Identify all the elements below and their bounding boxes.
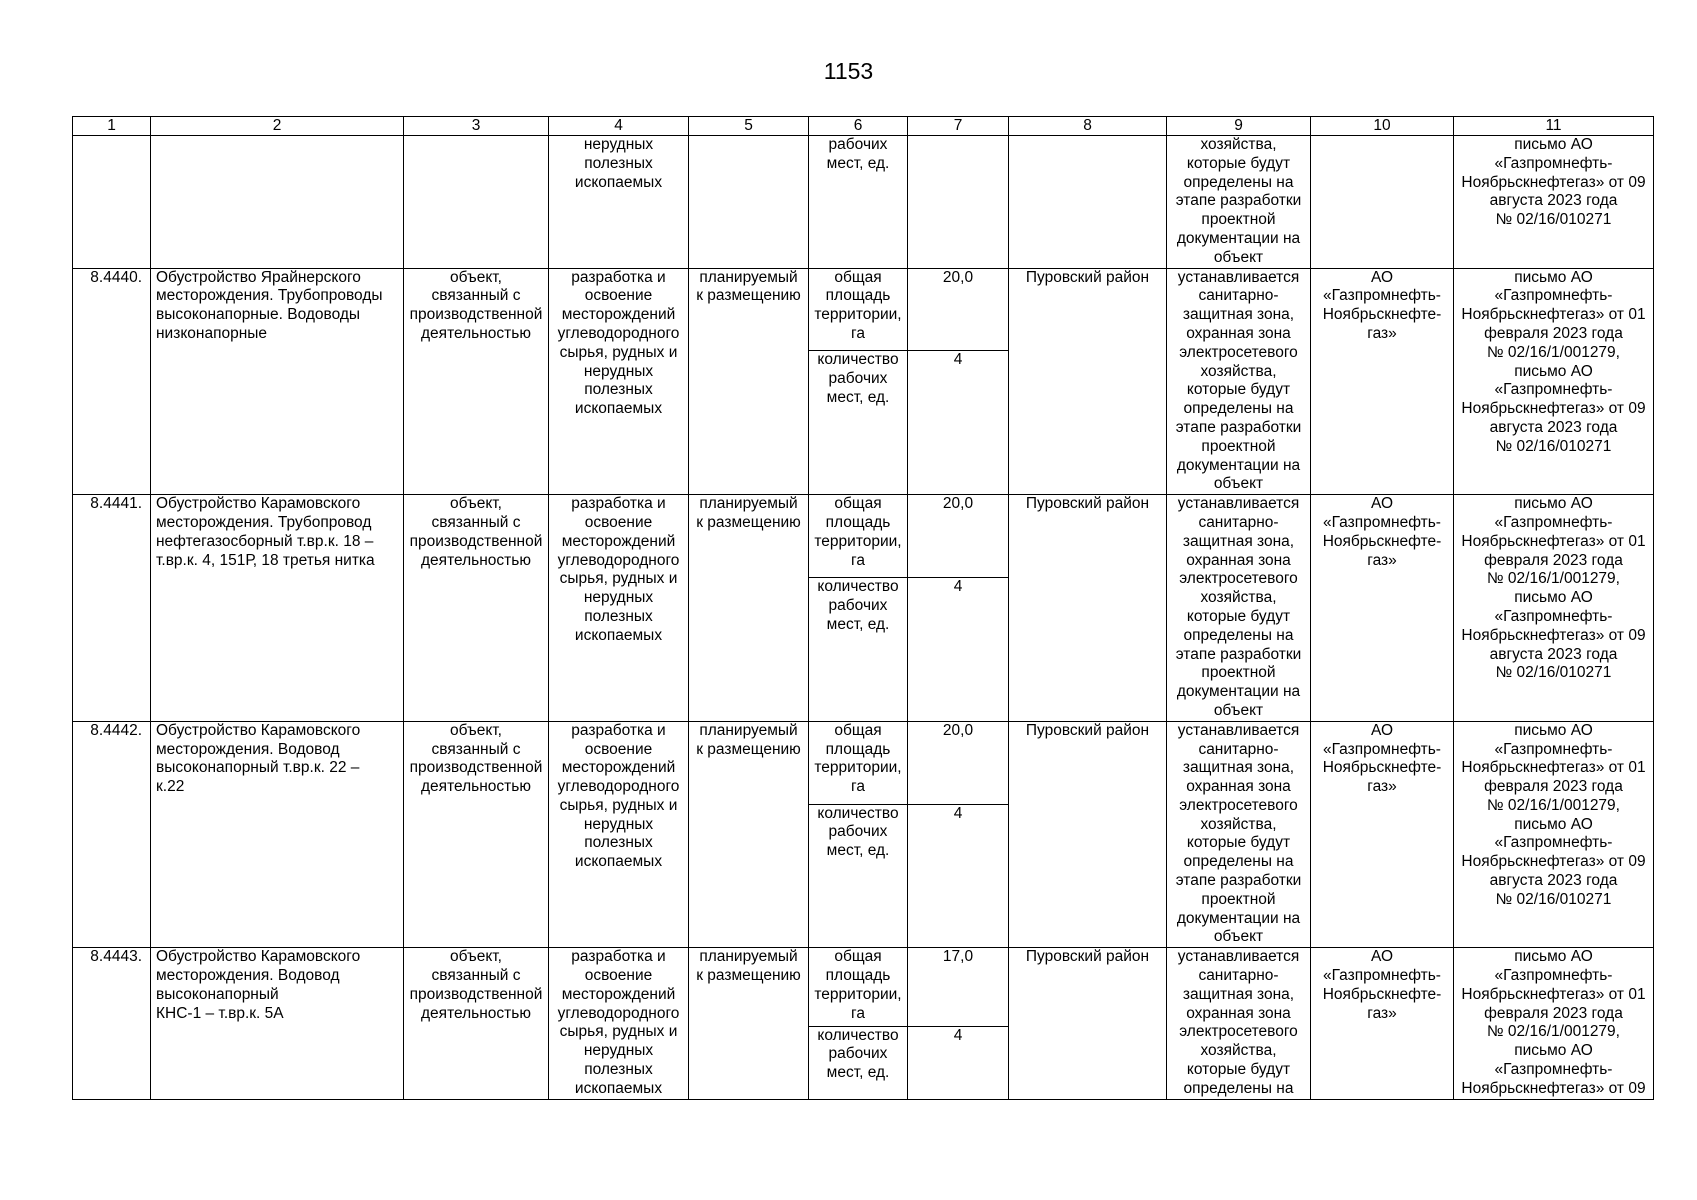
table-cell: [1009, 136, 1167, 269]
organization: АО «Газпромнефть- Ноябрьскнефте- газ»: [1311, 268, 1454, 495]
table-cell: [404, 136, 549, 269]
parameter-jobs: количество рабочих мест, ед.: [809, 351, 908, 495]
parameter-area: общая площадь территории, га: [809, 948, 908, 1026]
row-number: 8.4443.: [73, 948, 151, 1099]
value-jobs: 4: [908, 804, 1009, 948]
table-cell: [151, 136, 404, 269]
basis: письмо АО «Газпромнефть- Ноябрьскнефтегаз» от 01 февраля 2023 года № 02/16/1/001279, письмо АО «Газпромнефть- Ноябрьскнефтегаз» от 09 августа 2023 года № 02/16/010271: [1454, 268, 1654, 495]
value-jobs: 4: [908, 578, 1009, 722]
column-header: 4: [549, 117, 689, 136]
column-header: 7: [908, 117, 1009, 136]
parameter-jobs: количество рабочих мест, ед.: [809, 1026, 908, 1099]
object-purpose: разработка и освоение месторождений углеводородного сырья, рудных и нерудных полезных ископаемых: [549, 268, 689, 495]
zones: устанавливается санитарно- защитная зона, охранная зона электросетевого хозяйства, которые будут определены на этапе разработки проектной документации на объект: [1167, 268, 1311, 495]
object-status: планируемый к размещению: [689, 948, 809, 1099]
column-header: 1: [73, 117, 151, 136]
object-purpose: разработка и освоение месторождений углеводородного сырья, рудных и нерудных полезных ископаемых: [549, 495, 689, 722]
object-name: Обустройство Карамовского месторождения. Водовод высоконапорный КНС-1 – т.вр.к. 5А: [151, 948, 404, 1099]
column-header: 2: [151, 117, 404, 136]
value-jobs: 4: [908, 1026, 1009, 1099]
column-header: 8: [1009, 117, 1167, 136]
object-purpose: разработка и освоение месторождений углеводородного сырья, рудных и нерудных полезных ископаемых: [549, 948, 689, 1099]
purpose-cell: нерудных полезных ископаемых: [549, 136, 689, 269]
table-cell: [73, 136, 151, 269]
object-type: объект, связанный с производственной деятельностью: [404, 948, 549, 1099]
object-name: Обустройство Карамовского месторождения. Водовод высоконапорный т.вр.к. 22 – к.22: [151, 721, 404, 948]
object-name: Обустройство Ярайнерского месторождения. Трубопроводы высоконапорные. Водоводы низконапорные: [151, 268, 404, 495]
parameter-jobs: количество рабочих мест, ед.: [809, 804, 908, 948]
carryover-row: [73, 136, 1654, 269]
row-number: 8.4441.: [73, 495, 151, 722]
organization: АО «Газпромнефть- Ноябрьскнефте- газ»: [1311, 721, 1454, 948]
zones-cell: хозяйства, которые будут определены на этапе разработки проектной документации на объект: [1167, 136, 1311, 269]
basis: письмо АО «Газпромнефть- Ноябрьскнефтегаз» от 01 февраля 2023 года № 02/16/1/001279, письмо АО «Газпромнефть- Ноябрьскнефтегаз» от 09: [1454, 948, 1654, 1099]
value-area: 20,0: [908, 721, 1009, 804]
basis: письмо АО «Газпромнефть- Ноябрьскнефтегаз» от 01 февраля 2023 года № 02/16/1/001279, письмо АО «Газпромнефть- Ноябрьскнефтегаз» от 09 августа 2023 года № 02/16/010271: [1454, 721, 1654, 948]
row-number: 8.4440.: [73, 268, 151, 495]
page-number: 1153: [823, 58, 874, 84]
zones: устанавливается санитарно- защитная зона, охранная зона электросетевого хозяйства, которые будут определены на этапе разработки проектной документации на объект: [1167, 721, 1311, 948]
location: Пуровский район: [1009, 721, 1167, 948]
parameter-area: общая площадь территории, га: [809, 268, 908, 351]
object-name: Обустройство Карамовского месторождения. Трубопровод нефтегазосборный т.вр.к. 18 – т.вр.к. 4, 151Р, 18 третья нитка: [151, 495, 404, 722]
organization: АО «Газпромнефть- Ноябрьскнефте- газ»: [1311, 495, 1454, 722]
object-type: объект, связанный с производственной деятельностью: [404, 495, 549, 722]
parameter-area: общая площадь территории, га: [809, 495, 908, 578]
table-cell: [1311, 136, 1454, 269]
table-row: [73, 721, 1654, 804]
location: Пуровский район: [1009, 268, 1167, 495]
column-header: 6: [809, 117, 908, 136]
parameter-jobs: количество рабочих мест, ед.: [809, 578, 908, 722]
object-type: объект, связанный с производственной деятельностью: [404, 268, 549, 495]
table-row: [73, 948, 1654, 1026]
table-cell: [689, 136, 809, 269]
location: Пуровский район: [1009, 948, 1167, 1099]
object-status: планируемый к размещению: [689, 495, 809, 722]
column-number-row: [73, 117, 1654, 136]
zones: устанавливается санитарно- защитная зона, охранная зона электросетевого хозяйства, которые будут определены на: [1167, 948, 1311, 1099]
basis-cell: письмо АО «Газпромнефть- Ноябрьскнефтегаз» от 09 августа 2023 года № 02/16/010271: [1454, 136, 1654, 269]
object-type: объект, связанный с производственной деятельностью: [404, 721, 549, 948]
objects-table: [72, 116, 1654, 1100]
zones: устанавливается санитарно- защитная зона, охранная зона электросетевого хозяйства, которые будут определены на этапе разработки проектной документации на объект: [1167, 495, 1311, 722]
parameter-cell: рабочих мест, ед.: [809, 136, 908, 269]
table-row: [73, 268, 1654, 351]
row-number: 8.4442.: [73, 721, 151, 948]
value-area: 20,0: [908, 495, 1009, 578]
value-area: 17,0: [908, 948, 1009, 1026]
column-header: 5: [689, 117, 809, 136]
column-header: 11: [1454, 117, 1654, 136]
object-purpose: разработка и освоение месторождений углеводородного сырья, рудных и нерудных полезных ископаемых: [549, 721, 689, 948]
column-header: 3: [404, 117, 549, 136]
object-status: планируемый к размещению: [689, 268, 809, 495]
table-row: [73, 495, 1654, 578]
table-cell: [908, 136, 1009, 269]
object-status: планируемый к размещению: [689, 721, 809, 948]
basis: письмо АО «Газпромнефть- Ноябрьскнефтегаз» от 01 февраля 2023 года № 02/16/1/001279, письмо АО «Газпромнефть- Ноябрьскнефтегаз» от 09 августа 2023 года № 02/16/010271: [1454, 495, 1654, 722]
organization: АО «Газпромнефть- Ноябрьскнефте- газ»: [1311, 948, 1454, 1099]
column-header: 9: [1167, 117, 1311, 136]
parameter-area: общая площадь территории, га: [809, 721, 908, 804]
column-header: 10: [1311, 117, 1454, 136]
value-jobs: 4: [908, 351, 1009, 495]
location: Пуровский район: [1009, 495, 1167, 722]
value-area: 20,0: [908, 268, 1009, 351]
